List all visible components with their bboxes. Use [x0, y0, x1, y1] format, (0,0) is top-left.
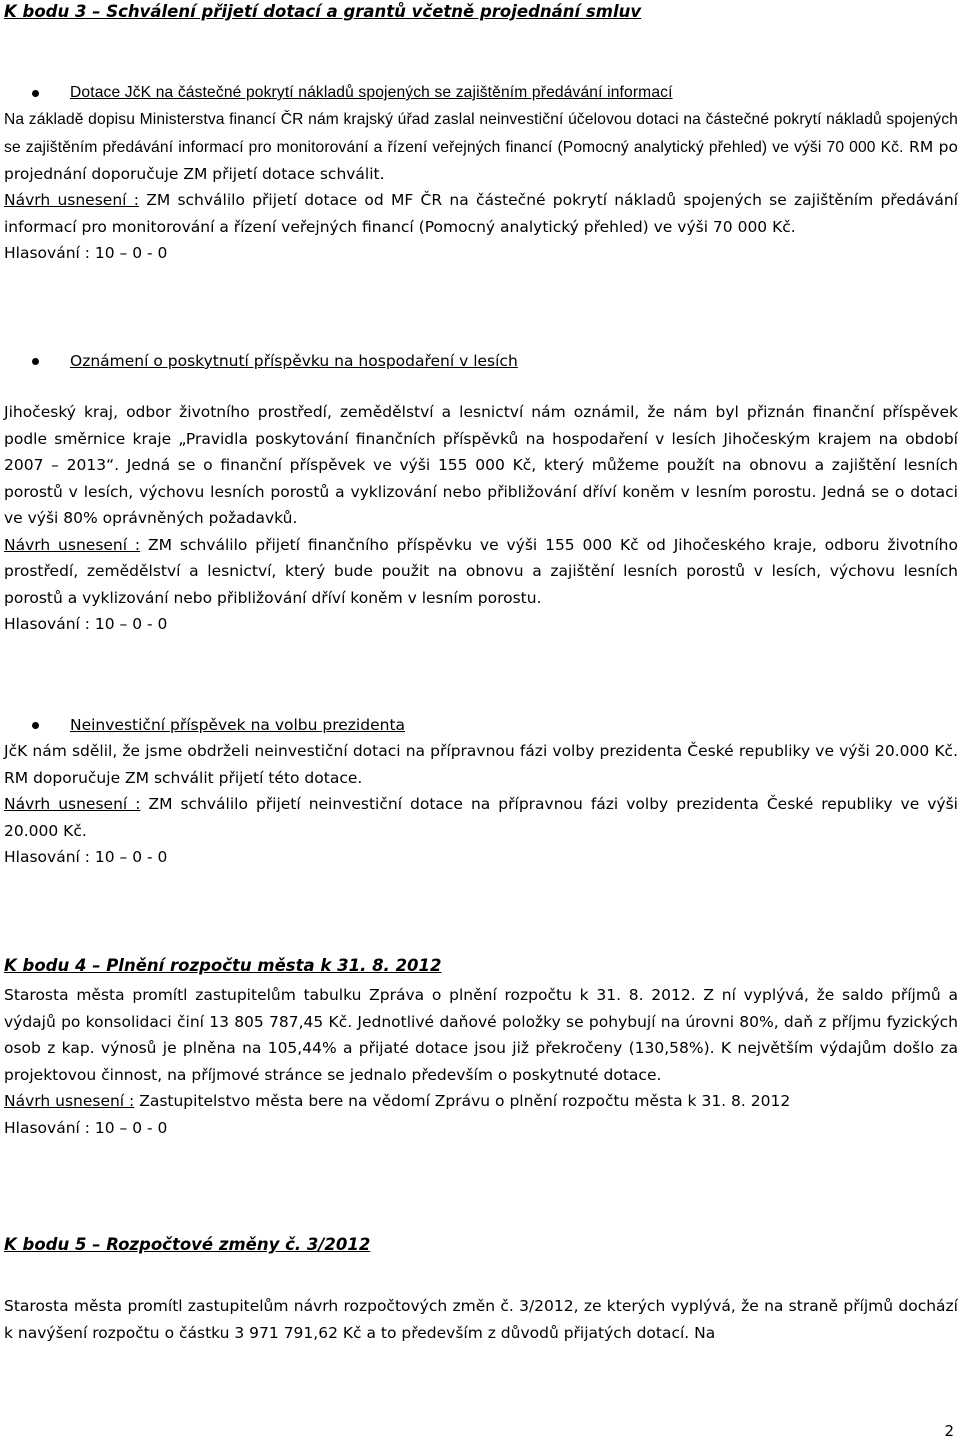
vote-result: Hlasování : 10 – 0 - 0: [4, 1118, 168, 1137]
bullet-icon: [32, 722, 39, 729]
resolution-label: Návrh usnesení :: [4, 191, 139, 209]
resolution-label: Návrh usnesení :: [4, 795, 141, 813]
section-body: Starosta města promítl zastupitelům tabulku Zpráva o plnění rozpočtu k 31. 8. 2012. Z ní vyplývá, že saldo příjmů a výdajů po konsolidaci činí 13 805 787,45 Kč. Jednotlivé daňové položky se pohybují na úrovni 80%, daň z příjmu fyzických osob z kap. výnosů je plněna na 105,44% a přijaté dotace jsou již překročeny (130,58%). K největším výdajům došlo za projektovou činnost, na příjmové stránce se jednalo především o poskytnuté dotace.: [4, 986, 958, 1084]
bullet-icon: [32, 90, 39, 97]
item-title: Oznámení o poskytnutí příspěvku na hospodaření v lesích: [70, 352, 518, 370]
bullet-icon: [32, 358, 39, 365]
item-text: [4, 399, 958, 638]
item-body-rm: RM po projednání doporučuje ZM přijetí dotace schválit.: [4, 137, 958, 183]
item-title: Dotace JčK na částečné pokrytí nákladů spojených se zajištěním předávání informací: [70, 84, 673, 101]
resolution: [4, 187, 958, 267]
item-text: [4, 738, 958, 871]
item-body: Jihočeský kraj, odbor životního prostředí, zemědělství a lesnictví nám oznámil, že nám byl přiznán finanční příspěvek podle směrnice kraje „Pravidla poskytování finančních příspěvků na hospodaření v lesích Jihočeským krajem na období 2007 – 2013“. Jedná se o finanční příspěvek ve výši 155 000 Kč, který můžeme použít na obnovu a zajištění lesních porostů v lesích, výchovu lesních porostů a vyklizování nebo přibližování dříví koněm v lesním porostu. Jedná se o dotaci ve výši 80% oprávněných požadavků.: [4, 403, 958, 527]
section-heading-bod4: K bodu 4 – Plnění rozpočtu města k 31. 8. 2012: [4, 956, 442, 975]
page-number: 2: [944, 1422, 954, 1440]
resolution-text: ZM schválilo přijetí dotace od MF ČR na částečné pokrytí nákladů spojených se zajištěním předávání informací pro monitorování a řízení veřejných financí (Pomocný analytický přehled) ve výši 70 000 Kč.: [4, 191, 958, 236]
list-item: [4, 80, 958, 106]
vote-result: Hlasování : 10 – 0 - 0: [4, 615, 168, 633]
section-heading-bod3: K bodu 3 – Schválení přijetí dotací a grantů včetně projednání smluv: [4, 2, 642, 21]
section-text: [4, 982, 958, 1141]
resolution-label: Návrh usnesení :: [4, 1092, 135, 1110]
section-body: Starosta města promítl zastupitelům návrh rozpočtových změn č. 3/2012, ze kterých vyplývá, že na straně příjmů dochází k navýšení rozpočtu o částku 3 971 791,62 Kč a to především z důvodů přijatých dotací. Na: [4, 1297, 958, 1342]
resolution-text: ZM schválilo přijetí finančního příspěvku ve výši 155 000 Kč od Jihočeského kraje, odboru životního prostředí, zemědělství a lesnictví, který bude použit na obnovu a zajištění lesních porostů v lesích, výchovu lesních porostů a vyklizování nebo přibližování dříví koněm v lesním porostu.: [4, 535, 958, 607]
vote-result: Hlasování : 10 – 0 - 0: [4, 244, 168, 262]
section-text: [4, 1293, 958, 1346]
resolution-text: ZM schválilo přijetí neinvestiční dotace na přípravnou fázi volby prezidenta České republiky ve výši 20.000 Kč.: [4, 795, 958, 840]
item-body: JčK nám sdělil, že jsme obdrželi neinvestiční dotaci na přípravnou fázi volby prezidenta České republiky ve výši 20.000 Kč. RM doporučuje ZM schválit přijetí této dotace.: [4, 742, 958, 787]
section-heading-bod5: K bodu 5 – Rozpočtové změny č. 3/2012: [4, 1235, 371, 1254]
list-item: [4, 712, 958, 738]
resolution-text: Zastupitelstvo města bere na vědomí Zprávu o plnění rozpočtu města k 31. 8. 2012: [134, 1092, 791, 1110]
item-text: [4, 107, 958, 189]
list-item: [4, 348, 958, 374]
resolution-label: Návrh usnesení :: [4, 535, 141, 554]
item-title: Neinvestiční příspěvek na volbu prezidenta: [70, 716, 406, 734]
vote-result: Hlasování : 10 – 0 - 0: [4, 848, 168, 866]
item-body: Na základě dopisu Ministerstva financí ČR nám krajský úřad zaslal neinvestiční účelovou dotaci na částečné pokrytí nákladů spojených se zajištěním předávání informací pro monitorování a řízení veřejných financí (Pomocný analytický přehled) ve výši 70 000 Kč.: [4, 111, 958, 156]
